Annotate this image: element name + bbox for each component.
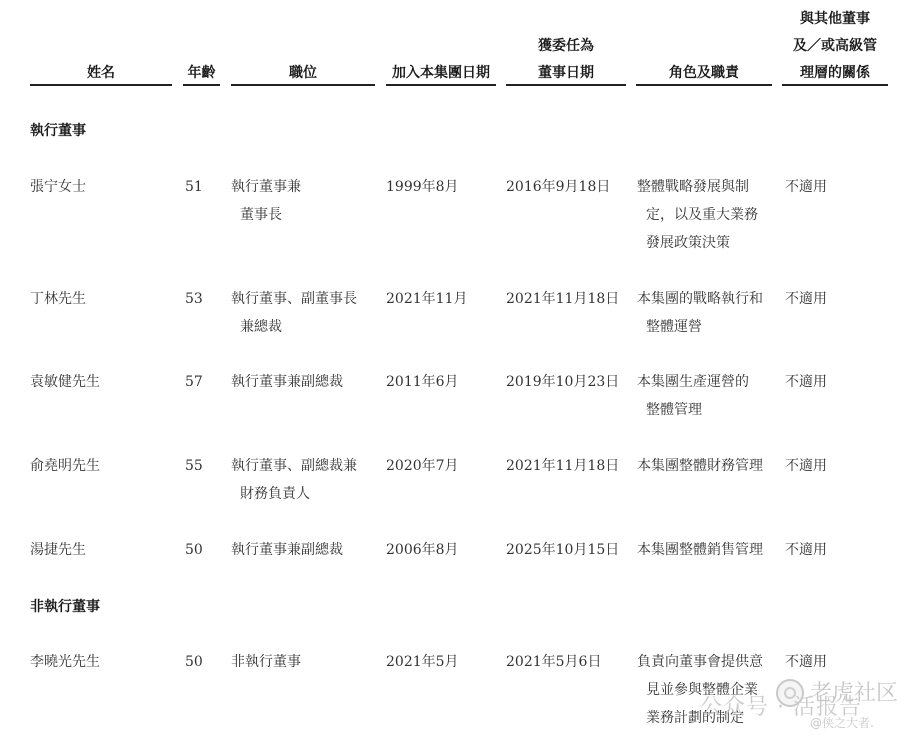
table-cell-join-date: 2011年6月: [386, 374, 459, 390]
table-cell-roles: 本集團生產運營的 整體管理: [637, 374, 749, 418]
table-cell-roles: 整體戰略發展與制 定，以及重大業務 發展政策決策: [637, 179, 758, 251]
table-cell-relation: 不適用: [785, 179, 827, 195]
section-executive: 執行董事: [30, 123, 86, 139]
section-non-executive: 非執行董事: [30, 599, 100, 615]
watermark-text-c: @侠之大者.: [810, 716, 874, 730]
header-join-date: 加入本集團日期: [392, 65, 490, 81]
header-relation-line3: 理層的關係: [800, 65, 870, 81]
table-cell-appoint-date: 2021年11月18日: [506, 458, 620, 474]
table-cell-position: 執行董事兼 董事長: [231, 179, 301, 223]
table-cell-appoint-date: 2021年11月18日: [506, 291, 620, 307]
table-cell-appoint-date: 2025年10月15日: [506, 542, 620, 558]
table-cell-name: 李曉光先生: [30, 654, 100, 670]
header-rule-name: [30, 84, 172, 86]
table-cell-roles: 本集團整體銷售管理: [637, 542, 763, 558]
header-rule-join-date: [386, 84, 496, 86]
table-cell-position: 執行董事兼副總裁: [231, 542, 343, 558]
table-cell-relation: 不適用: [785, 291, 827, 307]
table-cell-name: 湯捷先生: [30, 542, 86, 558]
header-appoint-date-line1: 獲委任為: [538, 38, 594, 54]
table-cell-appoint-date: 2016年9月18日: [506, 179, 611, 195]
header-appoint-date-line2: 董事日期: [538, 65, 594, 81]
watermark: [700, 676, 905, 742]
header-rule-age: [183, 84, 220, 86]
table-cell-join-date: 2020年7月: [386, 458, 459, 474]
table-cell-join-date: 1999年8月: [386, 179, 459, 195]
table-cell-name: 丁林先生: [30, 291, 86, 307]
table-cell-roles: 本集團整體財務管理: [637, 458, 763, 474]
table-cell-age: 55: [185, 458, 203, 474]
header-relation-line2: 及／或高級管: [793, 38, 877, 54]
table-cell-relation: 不適用: [785, 542, 827, 558]
header-rule-relation: [782, 84, 888, 86]
header-rule-appoint-date: [506, 84, 626, 86]
watermark-text-b: 老虎社区: [810, 681, 899, 706]
table-cell-position: 執行董事、副總裁兼 財務負責人: [231, 458, 357, 502]
table-cell-join-date: 2021年5月: [386, 654, 459, 670]
header-name: 姓名: [87, 65, 115, 81]
table-cell-age: 50: [185, 654, 203, 670]
table-cell-name: 張宁女士: [30, 179, 86, 195]
header-rule-position: [231, 84, 375, 86]
table-cell-name: 俞堯明先生: [30, 458, 100, 474]
table-cell-position: 執行董事兼副總裁: [231, 374, 343, 390]
table-cell-roles: 本集團的戰略執行和 整體運營: [637, 291, 763, 335]
table-cell-age: 50: [185, 542, 203, 558]
table-cell-roles: 負責向董事會提供意 見並參與整體企業 業務計劃的制定: [637, 654, 763, 726]
table-cell-age: 53: [185, 291, 203, 307]
table-cell-relation: 不適用: [785, 654, 827, 670]
header-roles: 角色及職責: [669, 65, 739, 81]
header-position: 職位: [289, 65, 317, 81]
table-cell-age: 57: [185, 374, 203, 390]
header-relation-line1: 與其他董事: [800, 11, 870, 27]
table-cell-relation: 不適用: [785, 458, 827, 474]
header-age: 年齡: [187, 65, 216, 81]
table-cell-position: 非執行董事: [231, 654, 301, 670]
table-cell-join-date: 2021年11月: [386, 291, 468, 307]
table-cell-appoint-date: 2021年5月6日: [506, 654, 602, 670]
header-rule-roles: [636, 84, 772, 86]
table-cell-age: 51: [185, 179, 203, 195]
table-cell-join-date: 2006年8月: [386, 542, 459, 558]
table-cell-position: 執行董事、副董事長 兼總裁: [231, 291, 357, 335]
table-cell-name: 袁敏健先生: [30, 374, 100, 390]
table-cell-appoint-date: 2019年10月23日: [506, 374, 620, 390]
table-cell-relation: 不適用: [785, 374, 827, 390]
watermark-text-a: 公众号 · 活报告: [700, 695, 862, 720]
